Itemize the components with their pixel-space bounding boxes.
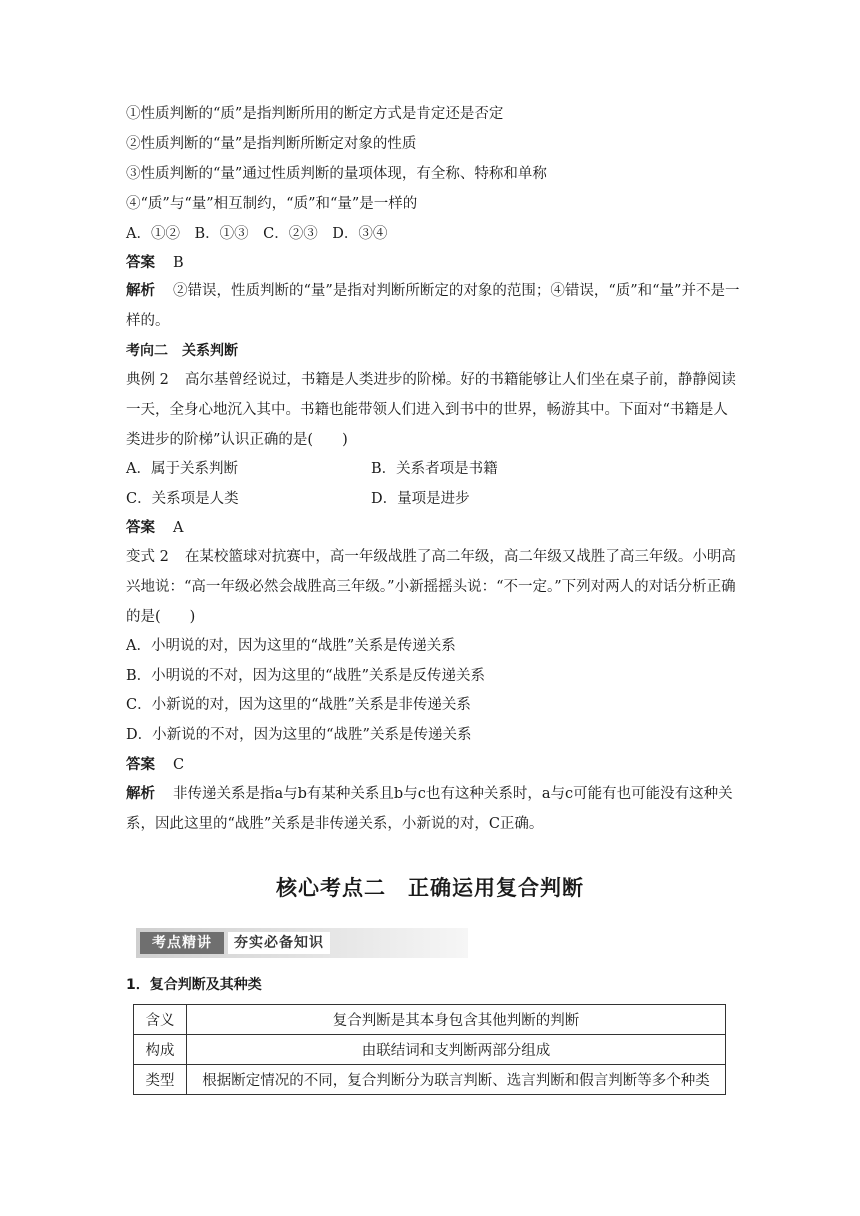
- definition-table: [133, 1004, 726, 1095]
- example-option-a: A．属于关系判断: [126, 461, 238, 477]
- example-question: [126, 365, 742, 455]
- example-option-d: D．量项是进步: [371, 491, 470, 507]
- table-row: [134, 1065, 726, 1095]
- table-value: 由联结词和支判断两部分组成: [187, 1035, 726, 1065]
- statement-1: ①性质判断的“质”是指判断所用的断定方式是肯定还是否定: [126, 106, 504, 122]
- q1-answer: [126, 253, 742, 273]
- example-answer-value: A: [173, 520, 184, 536]
- example-options-row-1: [126, 459, 742, 479]
- q1-options: A．①② B．①③ C．②③ D．③④: [126, 226, 388, 242]
- answer-label: 答案: [126, 520, 155, 536]
- statement-4: ④“质”与“量”相互制约，“质”和“量”是一样的: [126, 196, 418, 212]
- example-option-c: C．关系项是人类: [126, 491, 239, 507]
- section-banner: [136, 928, 468, 958]
- q1-analysis: [126, 276, 742, 336]
- table-value: 复合判断是其本身包含其他判断的判断: [187, 1005, 726, 1035]
- q1-answer-value: B: [173, 255, 184, 271]
- banner-label: 考点精讲: [140, 932, 224, 954]
- subheading: 考向二 关系判断: [126, 343, 238, 359]
- variant-question: [126, 542, 742, 632]
- banner-subtitle: 夯实必备知识: [228, 932, 330, 954]
- list-heading: 1．复合判断及其种类: [126, 977, 262, 993]
- table-key: 构成: [134, 1035, 187, 1065]
- example-text: 高尔基曾经说过，书籍是人类进步的阶梯。好的书籍能够让人们坐在桌子前，静静阅读一天，全身心地沉入其中。书籍也能带领人们进入到书中的世界，畅游其中。下面对“书籍是人类进步的阶梯”认识正确的是( ): [126, 372, 736, 448]
- example-options-row-2: [126, 489, 742, 509]
- answer-label: 答案: [126, 757, 155, 773]
- example-answer: [126, 518, 742, 538]
- statement-2: ②性质判断的“量”是指判断所断定对象的性质: [126, 136, 417, 152]
- statement-3: ③性质判断的“量”通过性质判断的量项体现，有全称、特称和单称: [126, 166, 547, 182]
- answer-label: 答案: [126, 255, 155, 271]
- q1-analysis-text: ②错误，性质判断的“量”是指对判断所断定的对象的范围；④错误，“质”和“量”并不是一样的。: [126, 283, 740, 329]
- table-row: [134, 1035, 726, 1065]
- table-key: 含义: [134, 1005, 187, 1035]
- example-label: 典例 2: [126, 372, 169, 388]
- variant-text: 在某校篮球对抗赛中，高一年级战胜了高二年级，高二年级又战胜了高三年级。小明高兴地说：“高一年级必然会战胜高三年级。”小新摇摇头说：“不一定。”下列对两人的对话分析正确的是( ): [126, 549, 736, 625]
- variant-label: 变式 2: [126, 549, 169, 565]
- analysis-label: 解析: [126, 283, 155, 299]
- table-row: [134, 1005, 726, 1035]
- variant-option-c: C．小新说的对，因为这里的“战胜”关系是非传递关系: [126, 697, 471, 713]
- table-value: 根据断定情况的不同，复合判断分为联言判断、选言判断和假言判断等多个种类: [187, 1065, 726, 1095]
- example-option-b: B．关系者项是书籍: [371, 461, 498, 477]
- variant-answer-value: C: [173, 757, 185, 773]
- table-key: 类型: [134, 1065, 187, 1095]
- variant-option-b: B．小明说的不对，因为这里的“战胜”关系是反传递关系: [126, 668, 485, 684]
- variant-answer: [126, 755, 742, 775]
- variant-option-d: D．小新说的不对，因为这里的“战胜”关系是传递关系: [126, 727, 472, 743]
- analysis-label: 解析: [126, 786, 155, 802]
- variant-analysis-text: 非传递关系是指a与b有某种关系且b与c也有这种关系时，a与c可能有也可能没有这种关系，因此这里的“战胜”关系是非传递关系，小新说的对，C正确。: [126, 786, 733, 832]
- variant-option-a: A．小明说的对，因为这里的“战胜”关系是传递关系: [126, 638, 456, 654]
- section-title: 核心考点二 正确运用复合判断: [276, 876, 584, 900]
- variant-analysis: [126, 779, 742, 839]
